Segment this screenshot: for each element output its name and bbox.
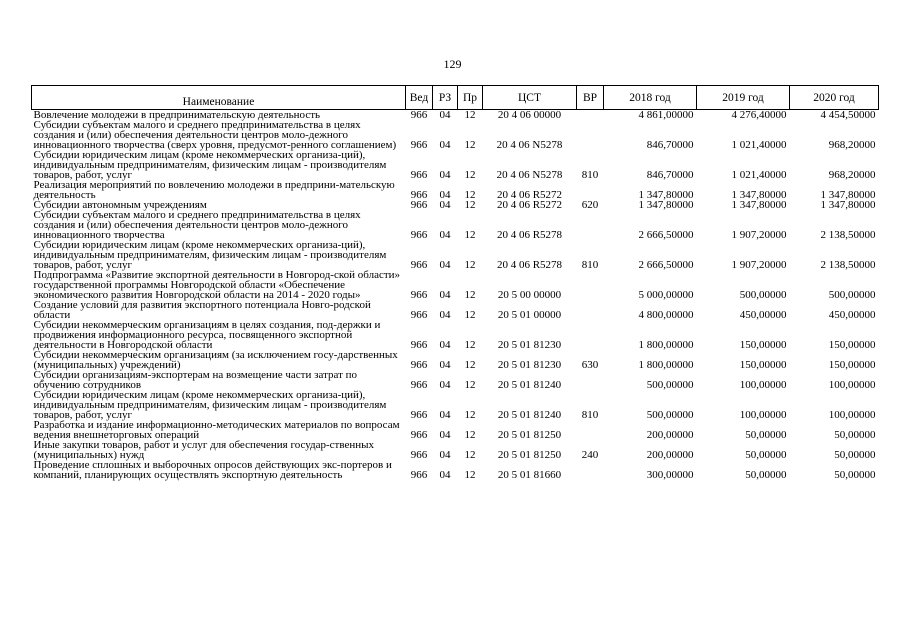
row-2019: 1 021,40000 [731, 169, 787, 181]
row-ved: 966 [410, 409, 428, 421]
row-cst: 20 5 01 81230 [497, 359, 562, 371]
row-2018: 200,00000 [646, 429, 694, 441]
row-2018: 4 800,00000 [638, 309, 694, 321]
table-row [32, 320, 879, 350]
row-2019: 50,00000 [745, 469, 787, 481]
row-cst: 20 5 01 81240 [497, 379, 562, 391]
row-vr: 620 [581, 199, 599, 211]
row-name: Субсидии некоммерческим организациям в целях создания, под-держки и продвижения информационного ресурса, посвященного экспортной деятельности в Новгородской области [33, 319, 381, 351]
row-pr: 12 [464, 379, 476, 391]
row-2018: 846,70000 [646, 169, 694, 181]
page-number: 129 [443, 57, 462, 71]
row-pr: 12 [464, 309, 476, 321]
row-2019: 1 907,20000 [731, 259, 787, 271]
row-vr: 810 [581, 409, 599, 421]
table-row [32, 150, 879, 180]
header-rz: РЗ [433, 86, 458, 110]
row-ved: 966 [410, 259, 428, 271]
row-vr: 630 [581, 359, 599, 371]
row-vr [577, 320, 604, 350]
row-name: Субсидии организациям-экспортерам на возмещение части затрат по обучению сотрудников [33, 369, 358, 391]
row-2018: 1 347,80000 [638, 189, 694, 201]
row-rz: 04 [439, 359, 451, 371]
row-name: Проведение сплошных и выборочных опросов действующих экс-портеров и компаний, планирующих осуществлять экспортную деятельность [33, 459, 392, 481]
row-cst: 20 4 06 R5278 [496, 259, 563, 271]
row-vr: 810 [581, 169, 599, 181]
row-ved: 966 [410, 289, 428, 301]
row-pr: 12 [464, 339, 476, 351]
row-ved: 966 [410, 339, 428, 351]
row-vr [577, 460, 604, 480]
row-2020: 4 454,50000 [820, 109, 876, 121]
row-2018: 5 000,00000 [638, 289, 694, 301]
row-2019: 4 276,40000 [731, 109, 787, 121]
row-ved: 966 [410, 359, 428, 371]
row-cst: 20 5 01 81660 [497, 469, 562, 481]
row-name: Подпрограмма «Развитие экспортной деятельности в Новгород-ской области» государственной программы Новгородской области «Обеспечение экономического развития Новгородской области на 2014 - 2020 годы» [33, 269, 401, 301]
row-cst: 20 4 06 R5278 [496, 229, 563, 241]
row-2019: 150,00000 [739, 359, 787, 371]
row-ved: 966 [410, 199, 428, 211]
row-rz: 04 [439, 469, 451, 481]
row-2018: 2 666,50000 [638, 229, 694, 241]
row-cst: 20 5 01 81250 [497, 449, 562, 461]
header-2018: 2018 год [604, 86, 697, 110]
row-ved: 966 [410, 429, 428, 441]
budget-table [31, 85, 879, 480]
row-2019: 100,00000 [739, 409, 787, 421]
table-row [32, 390, 879, 420]
row-2019: 50,00000 [745, 429, 787, 441]
row-rz: 04 [439, 309, 451, 321]
row-2019: 500,00000 [739, 289, 787, 301]
row-name: Иные закупки товаров, работ и услуг для обеспечения государ-ственных (муниципальных) нужд [33, 439, 375, 461]
row-rz: 04 [439, 229, 451, 241]
header-2020: 2020 год [790, 86, 879, 110]
row-2020: 2 138,50000 [820, 229, 876, 241]
table-row [32, 370, 879, 390]
row-2019: 1 347,80000 [731, 189, 787, 201]
row-2020: 150,00000 [828, 339, 876, 351]
row-2020: 450,00000 [828, 309, 876, 321]
table-row [32, 440, 879, 460]
row-2018: 500,00000 [646, 409, 694, 421]
row-rz: 04 [439, 379, 451, 391]
row-vr [577, 110, 604, 121]
row-name: Субсидии автономным учреждениям [33, 199, 207, 211]
row-cst: 20 5 01 81250 [497, 429, 562, 441]
header-cst: ЦСТ [483, 86, 577, 110]
row-ved: 966 [410, 189, 428, 201]
row-2018: 300,00000 [646, 469, 694, 481]
row-cst: 20 4 06 N5278 [496, 169, 563, 181]
row-pr: 12 [464, 429, 476, 441]
row-pr: 12 [464, 189, 476, 201]
row-2020: 968,20000 [828, 139, 876, 151]
row-2020: 968,20000 [828, 169, 876, 181]
row-2020: 1 347,80000 [820, 189, 876, 201]
header-pr: Пр [458, 86, 483, 110]
row-2019: 150,00000 [739, 339, 787, 351]
row-2020: 1 347,80000 [820, 199, 876, 211]
row-rz: 04 [439, 449, 451, 461]
row-2020: 150,00000 [828, 359, 876, 371]
row-ved: 966 [410, 469, 428, 481]
row-ved: 966 [410, 379, 428, 391]
row-cst: 20 5 01 00000 [497, 309, 562, 321]
row-2019: 1 347,80000 [731, 199, 787, 211]
row-2020: 100,00000 [828, 409, 876, 421]
row-pr: 12 [464, 449, 476, 461]
row-rz: 04 [439, 289, 451, 301]
row-rz: 04 [439, 339, 451, 351]
row-pr: 12 [464, 469, 476, 481]
row-vr [577, 120, 604, 150]
table-row [32, 240, 879, 270]
row-2018: 4 861,00000 [638, 109, 694, 121]
row-rz: 04 [439, 139, 451, 151]
row-pr: 12 [464, 259, 476, 271]
row-cst: 20 4 06 R5272 [496, 199, 563, 211]
row-name: Создание условий для развития экспортного потенциала Новго-родской области [33, 299, 371, 321]
row-name: Субсидии субъектам малого и среднего предпринимательства в целях создания и (или) обеспечения деятельности центров моло-дежного инновационного творчества [33, 209, 361, 241]
row-pr: 12 [464, 289, 476, 301]
row-2020: 50,00000 [834, 469, 876, 481]
row-ved: 966 [410, 109, 428, 121]
row-vr [577, 370, 604, 390]
row-2018: 1 347,80000 [638, 199, 694, 211]
row-pr: 12 [464, 359, 476, 371]
row-pr: 12 [464, 109, 476, 121]
table-row [32, 180, 879, 200]
row-name: Субсидии юридическим лицам (кроме некоммерческих организа-ций), индивидуальным предпринимателям, физическим лицам - производителям товаров, работ, услуг [33, 389, 387, 421]
row-2020: 50,00000 [834, 429, 876, 441]
row-cst: 20 4 06 00000 [497, 109, 562, 121]
row-name: Субсидии юридическим лицам (кроме некоммерческих организа-ций), индивидуальным предпринимателям, физическим лицам - производителям товаров, работ, услуг [33, 149, 387, 181]
row-name: Субсидии субъектам малого и среднего предпринимательства в целях создания и (или) обеспечения деятельности центров моло-дежного инновационного творчества (сверх уровня, предусмот-ренного соглашением) [33, 119, 397, 151]
row-2018: 2 666,50000 [638, 259, 694, 271]
row-2019: 1 021,40000 [731, 139, 787, 151]
row-vr [577, 210, 604, 240]
row-rz: 04 [439, 199, 451, 211]
row-2018: 1 800,00000 [638, 339, 694, 351]
row-name: Разработка и издание информационно-методических материалов по вопросам ведения внешнеторговых операций [33, 419, 400, 441]
header-2019: 2019 год [697, 86, 790, 110]
table-row [32, 270, 879, 300]
row-2019: 50,00000 [745, 449, 787, 461]
row-2019: 1 907,20000 [731, 229, 787, 241]
row-ved: 966 [410, 229, 428, 241]
row-cst: 20 5 01 81230 [497, 339, 562, 351]
table-row [32, 120, 879, 150]
row-2020: 50,00000 [834, 449, 876, 461]
row-2018: 846,70000 [646, 139, 694, 151]
row-name: Субсидии некоммерческим организациям (за исключением госу-дарственных (муниципальных) учреждений) [33, 349, 398, 371]
table-row [32, 420, 879, 440]
row-2019: 450,00000 [739, 309, 787, 321]
row-pr: 12 [464, 229, 476, 241]
row-cst: 20 5 00 00000 [497, 289, 562, 301]
row-pr: 12 [464, 139, 476, 151]
header-row [32, 86, 879, 110]
row-rz: 04 [439, 409, 451, 421]
row-vr [577, 180, 604, 200]
row-cst: 20 4 06 N5278 [496, 139, 563, 151]
row-2019: 100,00000 [739, 379, 787, 391]
row-vr [577, 420, 604, 440]
table-row [32, 460, 879, 480]
header-ved: Вед [406, 86, 433, 110]
row-ved: 966 [410, 139, 428, 151]
table-row [32, 350, 879, 370]
row-cst: 20 4 06 R5272 [496, 189, 563, 201]
row-vr [577, 270, 604, 300]
row-pr: 12 [464, 169, 476, 181]
row-pr: 12 [464, 199, 476, 211]
table-row [32, 210, 879, 240]
row-name: Вовлечение молодежи в предпринимательскую деятельность [33, 109, 321, 121]
table-row [32, 300, 879, 320]
row-vr [577, 300, 604, 320]
row-2018: 500,00000 [646, 379, 694, 391]
row-rz: 04 [439, 429, 451, 441]
row-2020: 2 138,50000 [820, 259, 876, 271]
row-ved: 966 [410, 309, 428, 321]
row-rz: 04 [439, 189, 451, 201]
row-2020: 100,00000 [828, 379, 876, 391]
row-vr: 810 [581, 259, 599, 271]
row-rz: 04 [439, 169, 451, 181]
row-vr: 240 [581, 449, 599, 461]
row-ved: 966 [410, 449, 428, 461]
row-name: Реализация мероприятий по вовлечению молодежи в предприни-мательскую деятельность [33, 179, 395, 201]
row-2018: 200,00000 [646, 449, 694, 461]
row-2018: 1 800,00000 [638, 359, 694, 371]
row-cst: 20 5 01 81240 [497, 409, 562, 421]
row-2020: 500,00000 [828, 289, 876, 301]
row-ved: 966 [410, 169, 428, 181]
row-rz: 04 [439, 259, 451, 271]
row-name: Субсидии юридическим лицам (кроме некоммерческих организа-ций), индивидуальным предпринимателям, физическим лицам - производителям товаров, работ, услуг [33, 239, 387, 271]
header-vr: ВР [577, 86, 604, 110]
row-pr: 12 [464, 409, 476, 421]
row-rz: 04 [439, 109, 451, 121]
header-name: Наименование [32, 86, 406, 110]
